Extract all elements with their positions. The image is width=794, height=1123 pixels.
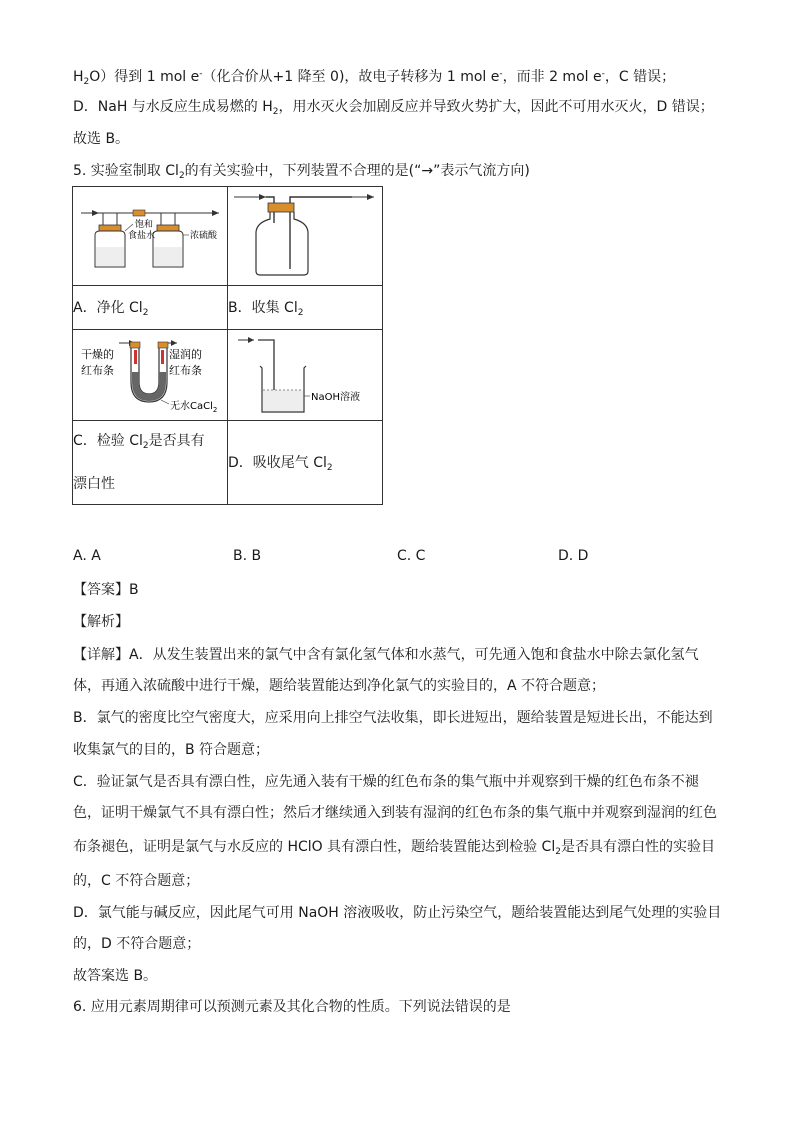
- detail-p3d: 的，C 不符合题意；: [73, 873, 200, 889]
- option-a: A. A: [73, 548, 101, 564]
- caption-d: [228, 421, 383, 505]
- label-wet: 湿润的: [169, 348, 202, 361]
- text: D．NaH 与水反应生成易燃的 H: [73, 99, 273, 115]
- text: 2: [142, 441, 149, 451]
- prev-line-3: 故选 B。: [73, 131, 130, 147]
- detail-p2a: B．氯气的密度比空气密度大，应采用向上排空气法收集，即长进短出，题给装置是短进长出，不能达到: [73, 710, 713, 726]
- purify-apparatus-figure: [73, 187, 227, 281]
- detail-p1a: [73, 645, 699, 665]
- text: A．从发生装置出来的氯气中含有氯化氢气体和水蒸气，可先通入饱和食盐水中除去氯化氢气: [129, 647, 699, 663]
- detail-p3b: 色，证明干燥氯气不具有漂白性；然后才继续通入到装有湿润的红色布条的集气瓶中并观察到湿润的红色: [73, 805, 717, 821]
- collect-apparatus-figure: [228, 187, 382, 281]
- label-red-strip-left: 红布条: [81, 364, 114, 377]
- caption-c: [73, 421, 228, 505]
- text: O）得到 1 mol e: [89, 69, 200, 85]
- apparatus-table: [72, 186, 383, 505]
- answer-label: 【答案】: [73, 582, 129, 598]
- text: 漂白性: [73, 476, 115, 492]
- detail-p3a: C．验证氯气是否具有漂白性，应先通入装有干燥的红色布条的集气瓶中并观察到干燥的红色布条不褪: [73, 774, 699, 790]
- text: 无水CaCl: [170, 401, 213, 412]
- caption-a: [73, 286, 228, 330]
- absorb-apparatus-figure: [228, 330, 382, 416]
- text: 2: [142, 308, 149, 318]
- figure-b-cell: [228, 187, 383, 286]
- text: 是否具有漂白性的实验目: [560, 839, 715, 855]
- text: 2: [326, 463, 333, 473]
- figure-a-cell: [73, 187, 228, 286]
- detail-p3c: 布条褪色，证明是氯气与水反应的 HClO 具有漂白性，题给装置能达到检验 $Cl_2$是否具有漂白性的实验目: [73, 839, 715, 857]
- label-dry: 干燥的: [81, 348, 114, 361]
- option-c: C. C: [397, 548, 426, 564]
- text: ，用水灭火会加剧反应并导致火势扩大，因此不可用水灭火，D 错误；: [278, 99, 714, 115]
- text: 2: [297, 308, 304, 318]
- question-6-stem: 6. 应用元素周期律可以预测元素及其化合物的性质。下列说法错误的是: [73, 999, 511, 1015]
- prev-line-2: D．NaH 与水反应生成易燃的 $H_2$，用水灭火会加剧反应并导致火势扩大，因此不可用水灭火，D 错误；: [73, 99, 714, 117]
- detail-label: 【详解】: [73, 647, 129, 663]
- text: 的有关实验中，下列装置不合理的是(“→”表示气流方向): [184, 163, 530, 179]
- text: 布条褪色，证明是氯气与水反应的 HClO 具有漂白性，题给装置能达到检验 Cl: [73, 839, 556, 855]
- text: C．检验 Cl: [73, 433, 143, 449]
- detail-p4b: 的，D 不符合题意；: [73, 936, 201, 952]
- detail-p2b: 收集氯气的目的，B 符合题意；: [73, 742, 270, 758]
- text: D．吸收尾气 Cl: [228, 455, 327, 471]
- question-5-stem: 5. 实验室制取 $Cl_2$的有关实验中，下列装置不合理的是(“→”表示气流方向): [73, 163, 530, 181]
- label-conc-acid: 浓硫酸: [190, 231, 218, 241]
- text: 是否具有: [148, 433, 205, 449]
- text: A．净化 Cl: [73, 300, 143, 316]
- figure-d-cell: [228, 330, 383, 421]
- label-saturated: 饱和: [135, 220, 154, 230]
- label-red-strip-right: 红布条: [169, 364, 202, 377]
- text: ，而非 2 mol e: [502, 69, 602, 85]
- answer-line: [73, 580, 139, 600]
- text: 5. 实验室制取 Cl: [73, 163, 179, 179]
- figure-c-cell: [73, 330, 228, 421]
- text: 2: [212, 406, 218, 414]
- label-cacl2: [170, 399, 217, 414]
- detail-p1b: 体，再通入浓硫酸中进行干燥，题给装置能达到净化氯气的实验目的，A 不符合题意；: [73, 678, 606, 694]
- text: H: [73, 69, 84, 85]
- label-brine: 食盐水: [128, 231, 156, 241]
- text: ，C 错误；: [604, 69, 676, 85]
- prev-line-1: $H_2O$）得到 1 mol e-（化合价从+1 降至 0)，故电子转移为 1 mol e-，而非 2 mol e-，C 错误；: [73, 69, 676, 87]
- option-b: B. B: [233, 548, 262, 564]
- analysis-label: 【解析】: [73, 614, 129, 630]
- bleach-test-figure: [73, 330, 227, 416]
- detail-p5: 故答案选 B。: [73, 968, 158, 984]
- text: B．收集 Cl: [228, 300, 298, 316]
- label-naoh: NaOH溶液: [311, 392, 360, 403]
- text: （化合价从+1 降至 0)，故电子转移为 1 mol e: [202, 69, 500, 85]
- detail-p4a: D．氯气能与碱反应，因此尾气可用 NaOH 溶液吸收，防止污染空气，题给装置能达到尾气处理的实验目: [73, 905, 722, 921]
- answer-value: B: [129, 582, 139, 598]
- caption-b: [228, 286, 383, 330]
- option-d: D. D: [558, 548, 589, 564]
